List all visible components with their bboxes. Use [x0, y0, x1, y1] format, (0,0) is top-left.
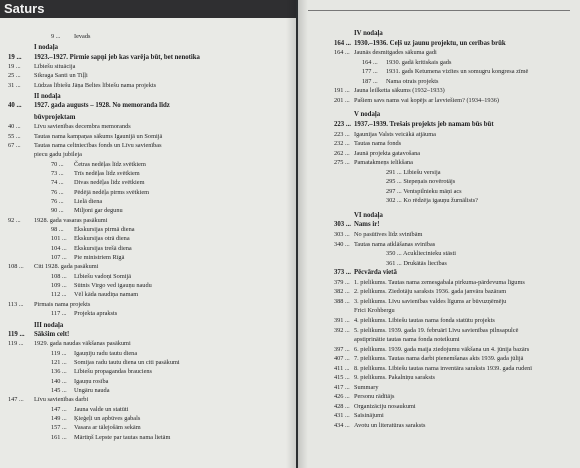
page-number: 426 ...: [334, 393, 350, 401]
entry-title: Saīsinājumi: [354, 412, 384, 420]
page-number: 113 ...: [8, 300, 24, 308]
page-number: 19 ...: [8, 63, 21, 71]
entry-title: Divas nedēļas līdz svētkiem: [74, 179, 145, 187]
entry-title: Pēcvārda vietā: [354, 269, 397, 277]
page-number: 40 ...: [8, 102, 22, 110]
page-number: 388 ...: [334, 297, 350, 305]
entry-title: 9. pielikums. Pakalniņu saraksts: [354, 374, 435, 382]
entry-title: Nams ir!: [354, 221, 380, 229]
page-number: 70 ...: [51, 160, 64, 168]
entry-title: Miljoni gar degunu: [74, 207, 123, 215]
entry-title: 4. pielikums. Lībiešu tautas nama fonda statūtu projekts: [354, 316, 495, 324]
entry-title: 7. pielikums. Tautas nama darbi pienemšanas akts 1939. gada jūlijā: [354, 355, 524, 363]
page-number: 164 ...: [334, 49, 350, 57]
page-number: 417 ...: [334, 383, 350, 391]
top-rule: [308, 10, 570, 11]
entry-title: Jauna leilketta sākums (1932–1933): [354, 87, 445, 95]
entry-title: Lielā diena: [74, 197, 103, 205]
entry-title: Lībiešu propagandas brauciens: [74, 368, 152, 376]
page-number: 411 ...: [334, 364, 350, 372]
page-number: 74 ...: [51, 179, 64, 187]
page-number: 136 ...: [51, 368, 67, 376]
page-number: 119 ...: [8, 340, 24, 348]
entry-title: Projekta apraksts: [74, 310, 118, 318]
entry-title: Nama otrais projekts: [386, 77, 439, 85]
page-number: 223 ...: [334, 130, 350, 138]
entry-title: V nodaļa: [354, 111, 381, 119]
entry-title: 1930. gadā kritiskais gads: [386, 58, 452, 66]
entry-title: 350 ... Acukliecinieku stāsti: [386, 250, 456, 258]
page-number: 187 ...: [362, 77, 378, 85]
page-number: 104 ...: [51, 244, 67, 252]
page-number: 19 ...: [8, 53, 22, 61]
page-number: 161 ...: [51, 433, 67, 441]
entry-title: Organizāciju nosaukumi: [354, 402, 416, 410]
entry-title: Ekskursijas trešā diena: [74, 244, 132, 252]
page-number: 392 ...: [334, 326, 350, 334]
page-number: 31 ...: [8, 81, 21, 89]
entry-title: Trīs nedēļas līdz svētkiem: [74, 169, 140, 177]
page-number: 177 ...: [362, 68, 378, 76]
page-number: 275 ...: [334, 159, 350, 167]
entry-title: 1928. gada vasaras pasākumi: [34, 216, 108, 224]
page-number: 391 ...: [334, 316, 350, 324]
page-number: 76 ...: [51, 197, 64, 205]
entry-title: Igaunijas Valsts veicākā atjāuma: [354, 130, 436, 138]
page-number: 90 ...: [51, 207, 64, 215]
entry-title: Pamatakmeņs ielikšana: [354, 159, 413, 167]
page-number: 407 ...: [334, 355, 350, 363]
entry-title: Ekskursijas pirmā diena: [74, 226, 135, 233]
entry-title: Tautas nama atklāšanas svinības: [354, 240, 436, 248]
entry-title: Tautas nama celtniecības fonds un Līvu savienības: [34, 141, 162, 149]
entry-title: Ekskursijas otrā diena: [74, 235, 130, 243]
entry-title: Jaunās desmitgades sākuma gadi: [354, 49, 437, 57]
entry-title: Lībiešu vadoņi Somijā: [74, 272, 132, 280]
entry-title: Četras nedēļas līdz svētkiem: [74, 160, 146, 168]
entry-title: 1923.–1927. Pirmie sapņi jeb kas varēja būt, bet nenotika: [34, 53, 200, 61]
page-number: 73 ...: [51, 169, 64, 177]
page-number: 434 ...: [334, 422, 350, 429]
page-number: 232 ...: [334, 140, 350, 148]
entry-title: Citi 1928. gada pasākumi: [34, 263, 99, 271]
entry-title: Lībiešu situācija: [34, 63, 76, 71]
entry-title: 1931. gads Ketumena vizītes un somugru kongresa zīmē: [386, 68, 529, 76]
right-page: [298, 0, 580, 468]
entry-title: IV nodaļa: [354, 30, 383, 37]
page-number: 415 ...: [334, 374, 350, 382]
entry-title: 1927. gada augusts – 1928. No memoranda līdz: [34, 102, 170, 110]
page-number: 262 ...: [334, 149, 350, 157]
entry-title: Mārtiņš Lepste par tautas nama lietām: [74, 433, 171, 441]
entry-title: 1930.–1936. Ceļš uz jaunu projektu, un cerības brūk: [354, 39, 506, 47]
page-number: 9 ...: [51, 33, 61, 40]
page-number: 119 ...: [8, 330, 25, 338]
entry-title: Personu rādītājs: [354, 393, 395, 401]
entry-title: Avotu un literatūras saraksts: [354, 422, 426, 429]
page-number: 147 ...: [51, 405, 67, 413]
page-number: 164 ...: [362, 58, 378, 66]
entry-title: piecu gadu jubileja: [34, 151, 82, 159]
page-number: 303 ...: [334, 231, 350, 238]
entry-title: Pašiem savs nams vai kopējs ar lavviešiem? (1934–1936): [354, 96, 499, 104]
entry-title: II nodaļa: [34, 93, 61, 101]
entry-title: 3. pielikums. Līvu savienības valdes līgums ar būvuzņēmēju: [354, 297, 507, 305]
entry-title: Sikraga Santi un Tiļļi: [34, 72, 88, 80]
entry-title: Tautas nama kampaņas sākums Igaunijā un Somijā: [34, 132, 163, 140]
page-number: 67 ...: [8, 141, 21, 149]
entry-title: Līvu savienības darbi: [34, 396, 89, 404]
page-number: 397 ...: [334, 345, 350, 353]
page-number: 140 ...: [51, 377, 67, 385]
page-number: 201 ...: [334, 96, 350, 104]
entry-title: Frici Krohbergu: [354, 307, 395, 315]
entry-title: Summary: [354, 383, 379, 391]
page-number: 25 ...: [8, 72, 21, 80]
page-number: 40 ...: [8, 123, 21, 131]
entry-title: 1929. gada naudas vākšanas pasākumi: [34, 340, 131, 348]
entry-title: Pie ministriem Rīgā: [74, 254, 125, 262]
entry-title: Jaunā projekta gatavošana: [354, 149, 421, 157]
entry-title: 297 ... Ventspilnieku māņi acs: [386, 187, 462, 195]
entry-title: 1. pielikums. Tautas nama zemesgabala pirkuma-pārdevuma līgums: [354, 278, 525, 286]
entry-title: Ķieģeļi un apbūves gabals: [74, 415, 141, 422]
page-number: 55 ...: [8, 132, 21, 140]
page-number: 109 ...: [51, 282, 67, 290]
entry-title: III nodaļa: [34, 321, 64, 329]
entry-title: 302 ... Ko rēdzēja igauņu žurnālists?: [386, 197, 478, 205]
page-number: 119 ...: [51, 349, 67, 357]
page-number: 303 ...: [334, 221, 351, 229]
page-number: 373 ...: [334, 269, 351, 277]
entry-title: I nodaļa: [34, 44, 58, 52]
entry-title: Tautas nama fonds: [354, 140, 402, 148]
entry-title: Sūtnis Virgo ved igauņu naudu: [74, 282, 152, 290]
entry-title: 361 ... Drukātās liecības: [386, 259, 447, 267]
entry-title: 6. pielikums. 1939. gada maija ziedojumu vākšana un 4. jūnija bazārs: [354, 345, 530, 353]
page-number: 107 ...: [51, 254, 67, 262]
page-number: 101 ...: [51, 235, 67, 243]
page-number: 164 ...: [334, 39, 351, 47]
entry-title: Lūdzas lībiešu Jāņa Beltes lībiešu nama projekts: [34, 81, 157, 89]
entry-title: Ungāru nauda: [74, 386, 110, 394]
page-number: 117 ...: [51, 310, 67, 318]
entry-title: Somijas radu tautu diena un citi pasākumi: [74, 358, 180, 366]
entry-title: 295 ... Stepeņais novērotājs: [386, 178, 456, 186]
page-number: 147 ...: [8, 396, 24, 404]
entry-title: 291 ... Lībiešu versija: [386, 168, 441, 176]
page-number: 223 ...: [334, 120, 351, 128]
entry-title: Pēdējā nedēļa pirms svētkiem: [74, 188, 150, 196]
entry-title: būvprojektam: [34, 113, 76, 121]
entry-title: Sākšim celt!: [34, 330, 70, 338]
entry-title: 8. pielikums. Lībiešu tautas nama inventāra saraksts 1939. gada rudenī: [354, 364, 533, 372]
entry-title: Pirmais nama projekts: [34, 300, 91, 308]
entry-title: 2. pielikums. Ziedotāju saraksts 1936. gada janvāra bazāram: [354, 288, 507, 296]
page-number: 108 ...: [51, 272, 67, 280]
page-number: 121 ...: [51, 358, 67, 366]
page-number: 108 ...: [8, 263, 24, 271]
page-number: 191 ...: [334, 87, 350, 95]
page-number: 340 ...: [334, 240, 350, 248]
page-number: 157 ...: [51, 424, 67, 432]
page-title: Saturs: [0, 0, 296, 18]
entry-title: Igauņiju radu tautu diena: [74, 349, 138, 357]
entry-title: 5. pielikums. 1939. gada 19. februārī Līvu savienības pilnsapulcē: [354, 326, 519, 334]
entry-title: 1937.–1939. Trešais projekts jeb namam būs būt: [354, 120, 494, 128]
page-number: 149 ...: [51, 415, 67, 422]
page-number: 76 ...: [51, 188, 64, 196]
entry-title: Līvu savienības decembra memorands: [34, 123, 131, 131]
entry-title: Jauna valde un statūti: [74, 405, 129, 413]
page-number: 112 ...: [51, 291, 67, 299]
entry-title: Igauņu rosība: [74, 377, 109, 385]
entry-title: Vasara ar tālejošām sekām: [74, 424, 141, 432]
entry-title: Ievads: [74, 33, 91, 40]
page-number: 92 ...: [8, 216, 21, 224]
page-number: 379 ...: [334, 278, 350, 286]
page-number: 382 ...: [334, 288, 350, 296]
entry-title: VI nodaļa: [354, 211, 383, 219]
entry-title: apstiprinātie tautas nama fonda noteikumi: [354, 336, 460, 344]
entry-title: Vēl kāda naudiņa namam: [74, 291, 139, 299]
page-number: 145 ...: [51, 386, 67, 394]
entry-title: No pasūtīves līdz svinībām: [354, 231, 423, 238]
page-number: 431 ...: [334, 412, 350, 420]
page-number: 428 ...: [334, 402, 350, 410]
page-number: 98 ...: [51, 226, 64, 233]
